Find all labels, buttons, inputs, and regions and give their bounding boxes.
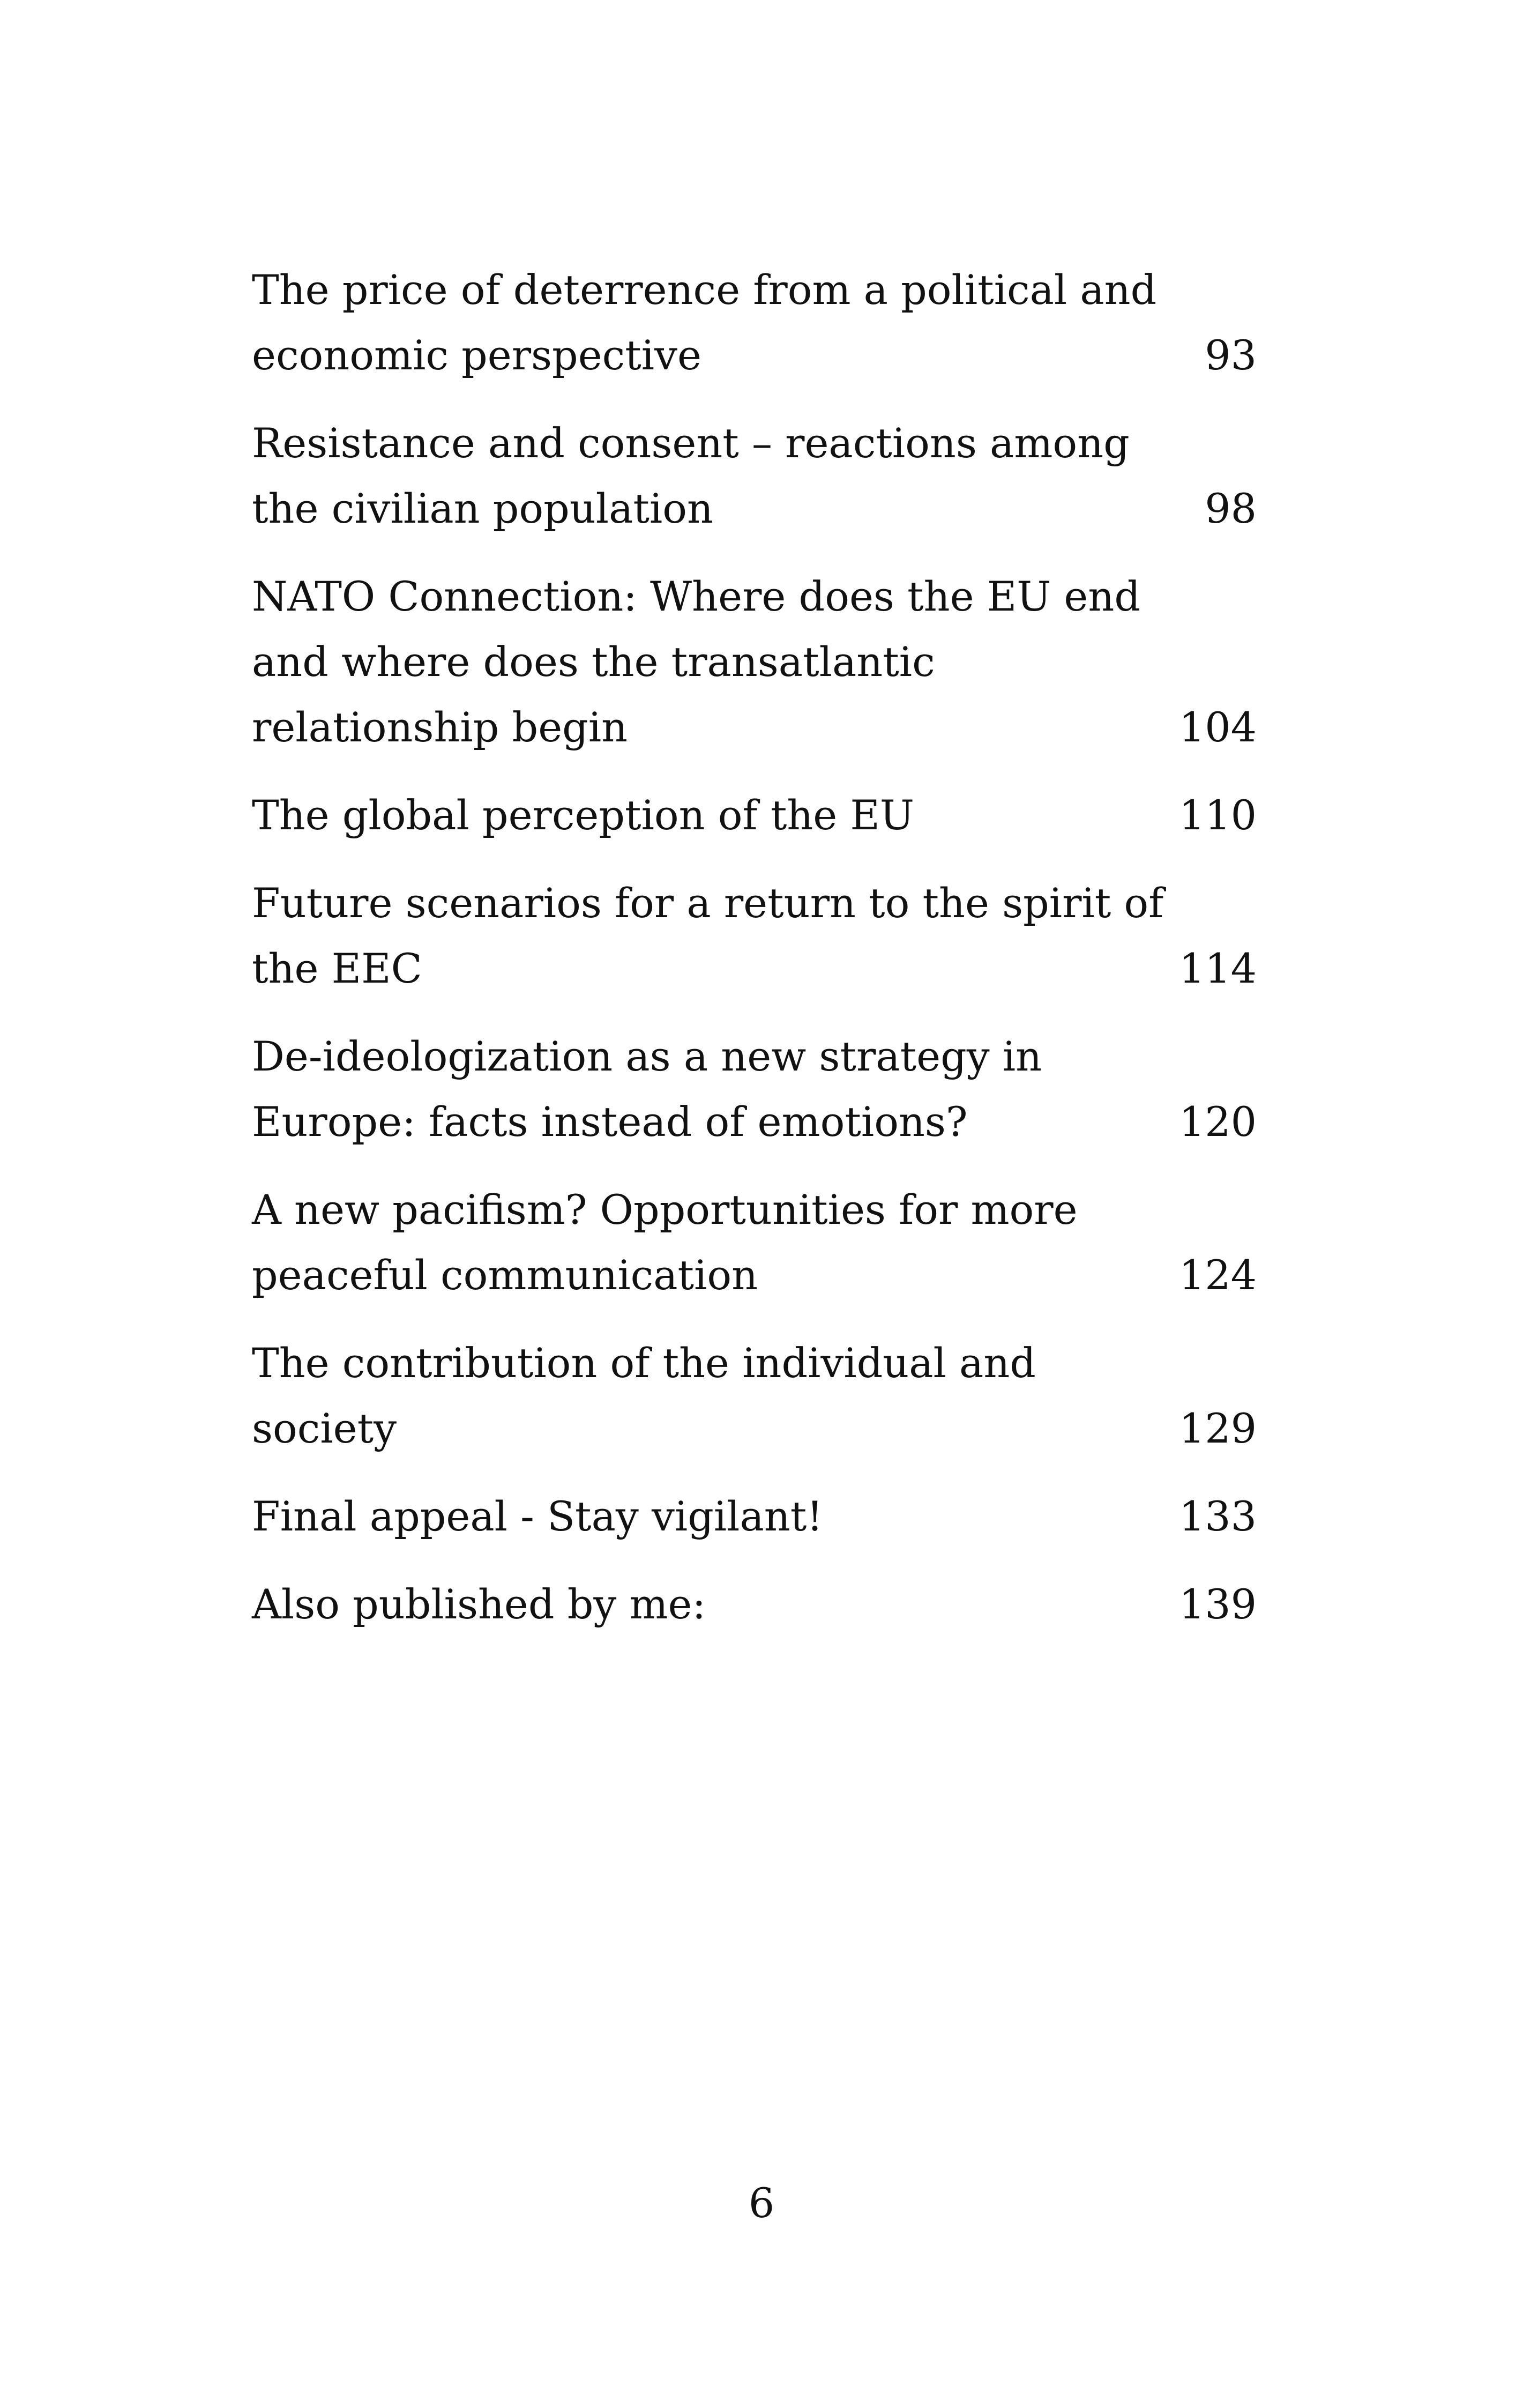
toc-entry <box>252 1572 1257 1637</box>
toc-entry-title: The global perception of the EU <box>252 791 914 839</box>
toc-entry-title: De-ideologization as a new strategy in Europe: facts instead of emotions? <box>252 1032 1042 1146</box>
toc-entry-title: A new pacifism? Opportunities for more peaceful communication <box>252 1186 1078 1299</box>
toc-entry-page: 133 <box>1178 1492 1257 1540</box>
toc-entry-page: 104 <box>1178 703 1257 751</box>
toc-entry-page: 139 <box>1178 1580 1257 1628</box>
toc-entry-page: 124 <box>1178 1251 1257 1299</box>
toc-entry-page: 129 <box>1178 1404 1257 1452</box>
toc-entry-title: NATO Connection: Where does the EU end and where does the transatlantic relationship begin <box>252 573 1140 751</box>
toc-entry <box>252 783 1257 848</box>
toc-entry-page: 93 <box>1205 331 1257 379</box>
toc-entry-page: 110 <box>1178 791 1257 839</box>
toc-entry <box>252 871 1257 1001</box>
toc-entry <box>252 257 1257 388</box>
toc-entry-title: The price of deterrence from a political and economic perspective <box>252 266 1157 379</box>
table-of-contents <box>252 257 1257 1660</box>
toc-entry <box>252 411 1257 541</box>
toc-entry-page: 114 <box>1178 945 1257 992</box>
toc-entry <box>252 1331 1257 1461</box>
page-number: 6 <box>748 2179 775 2227</box>
toc-entry <box>252 564 1257 760</box>
toc-entry-page: 98 <box>1205 485 1257 532</box>
toc-entry-title: The contribution of the individual and society <box>252 1339 1036 1452</box>
toc-entry <box>252 1024 1257 1155</box>
toc-entry <box>252 1484 1257 1549</box>
toc-entry-title: Resistance and consent – reactions among the civilian population <box>252 419 1130 532</box>
toc-entry-title: Also published by me: <box>252 1580 706 1628</box>
toc-entry-page: 120 <box>1178 1098 1257 1146</box>
toc-entry <box>252 1177 1257 1308</box>
toc-entry-title: Future scenarios for a return to the spirit of the EEC <box>252 879 1164 992</box>
toc-entry-title: Final appeal - Stay vigilant! <box>252 1492 823 1540</box>
